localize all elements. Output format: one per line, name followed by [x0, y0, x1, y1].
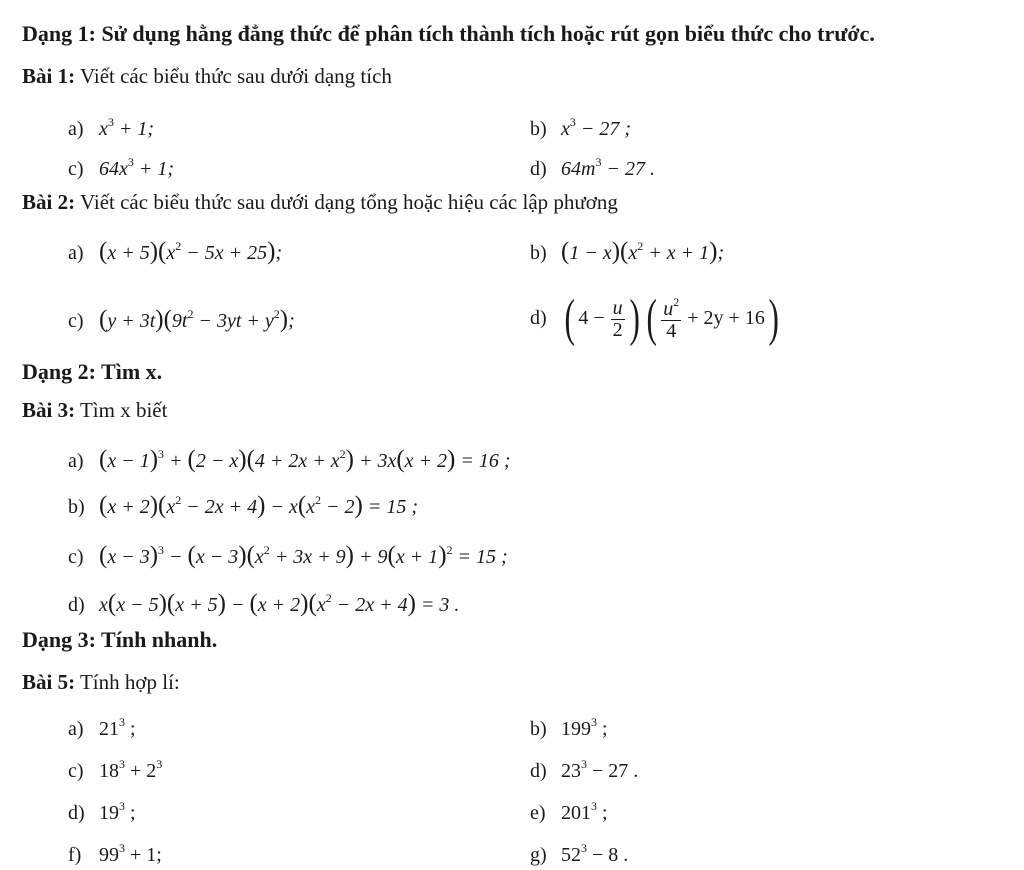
- expression: $199^3$ ;: [561, 715, 608, 740]
- expression: $64x^3 + 1$;: [99, 155, 175, 180]
- item-label: a): [68, 450, 84, 472]
- bai5-item-g: [530, 834, 628, 869]
- expression: $(x - 1)^3 + (2 - x)(4 + 2x + x^2) + 3x(x + 2) = 16$ ;: [99, 446, 511, 473]
- bai1-title: [22, 62, 392, 90]
- bai3-text: Tìm x biết: [79, 398, 168, 422]
- item-label: a): [68, 118, 84, 140]
- expression: $(1 - x)(x^2 + x + 1)$;: [561, 238, 725, 265]
- bai2-item-c: [68, 300, 295, 335]
- item-label: c): [68, 760, 84, 782]
- bai5-item-a: [68, 708, 136, 743]
- item-label: d): [68, 802, 85, 824]
- bai5-item-f: [68, 834, 162, 869]
- bai2-item-d: [530, 290, 782, 348]
- item-label: b): [530, 718, 547, 740]
- bai1-item-a: [68, 108, 154, 143]
- bai3-item-a: [68, 440, 511, 475]
- expression: $99^3 + 1$;: [99, 841, 162, 866]
- expression: $64m^3 - 27$ .: [561, 155, 655, 180]
- expression: $x(x - 5)(x + 5) - (x + 2)(x^2 - 2x + 4) = 3$ .: [99, 590, 460, 617]
- item-label: a): [68, 242, 84, 264]
- bai3-title: [22, 396, 167, 424]
- item-label: d): [530, 306, 547, 329]
- item-label: f): [68, 844, 82, 866]
- bai1-item-d: [530, 148, 655, 183]
- item-label: d): [530, 760, 547, 782]
- bai1-item-c: [68, 148, 174, 183]
- bai3-item-c: [68, 536, 508, 571]
- item-label: c): [68, 310, 84, 332]
- dang1-heading: Dạng 1: Sử dụng hằng đẳng thức để phân tích thành tích hoặc rút gọn biểu thức cho trước.: [22, 21, 875, 46]
- item-label: b): [68, 496, 85, 518]
- bai2-item-b: [530, 232, 724, 267]
- bai1-text: Viết các biểu thức sau dưới dạng tích: [79, 64, 392, 88]
- bai3-item-d: [68, 584, 459, 619]
- expression: $(x + 2)(x^2 - 2x + 4) - x(x^2 - 2) = 15$ ;: [99, 492, 419, 519]
- bai5-label: Bài 5:: [22, 670, 76, 694]
- expression: $x^3 + 1$;: [99, 115, 155, 140]
- item-label: a): [68, 718, 84, 740]
- expression: $x^3 - 27$ ;: [561, 115, 632, 140]
- item-label: b): [530, 118, 547, 140]
- bai1-label: Bài 1:: [22, 64, 76, 88]
- bai2-label: Bài 2:: [22, 190, 76, 214]
- bai2-title: [22, 188, 618, 216]
- expression: $21^3$ ;: [99, 715, 136, 740]
- bai5-item-b: [530, 708, 608, 743]
- item-label: d): [68, 594, 85, 616]
- expression: $201^3$ ;: [561, 799, 608, 824]
- item-label: c): [68, 158, 84, 180]
- bai3-item-b: [68, 486, 418, 521]
- bai5-item-c: [68, 750, 162, 785]
- expression: $23^3 - 27$ .: [561, 757, 639, 782]
- expression: $(y + 3t)(9t^2 - 3yt + y^2)$;: [99, 306, 295, 333]
- bai5-text: Tính hợp lí:: [79, 670, 180, 694]
- item-label: g): [530, 844, 547, 866]
- expression: $52^3 - 8$ .: [561, 841, 629, 866]
- item-label: b): [530, 242, 547, 264]
- item-label: d): [530, 158, 547, 180]
- item-label: e): [530, 802, 546, 824]
- bai2-item-a: [68, 232, 282, 267]
- dang2-heading: Dạng 2: Tìm x.: [22, 359, 163, 384]
- expression: $18^3 + 2^3$: [99, 757, 163, 782]
- expression: $(x + 5)(x^2 - 5x + 25)$;: [99, 238, 283, 265]
- expression: ( 4 − $\frac{u}{2}$ ) ( $\frac{u^2}{4}$ + 2y + 16): [564, 290, 779, 348]
- bai5-item-d: [530, 750, 638, 785]
- bai2-text: Viết các biểu thức sau dưới dạng tổng hoặc hiệu các lập phương: [79, 190, 618, 214]
- bai1-item-b: [530, 108, 631, 143]
- bai5-item-d2: [68, 792, 136, 827]
- item-label: c): [68, 546, 84, 568]
- expression: $(x - 3)^3 - (x - 3)(x^2 + 3x + 9) + 9(x + 1)^2 = 15$ ;: [99, 542, 508, 569]
- dang3-heading: Dạng 3: Tính nhanh.: [22, 627, 218, 652]
- bai3-label: Bài 3:: [22, 398, 76, 422]
- bai5-item-e: [530, 792, 608, 827]
- bai5-title: [22, 668, 180, 696]
- expression: $19^3$ ;: [99, 799, 136, 824]
